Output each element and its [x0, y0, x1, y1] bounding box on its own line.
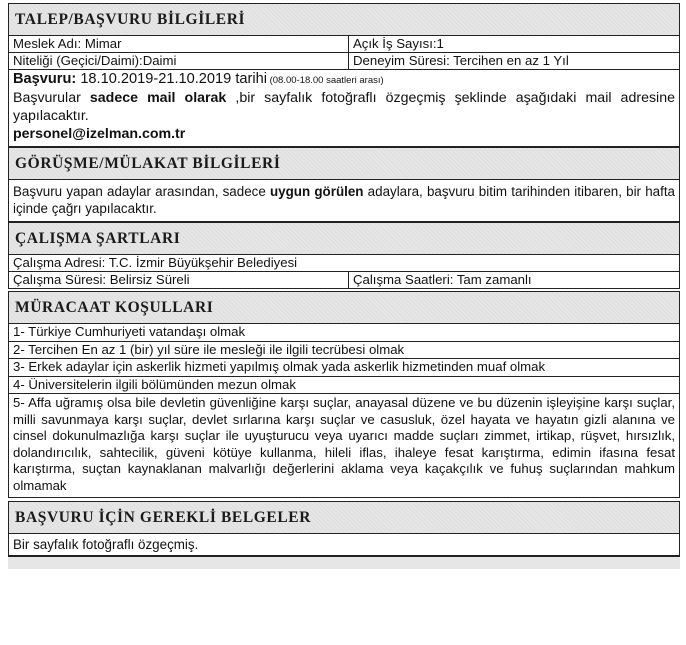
deneyim-field: Deneyim Süresi: Tercihen en az 1 Yıl: [348, 53, 679, 69]
email-address: personel@izelman.com.tr: [13, 126, 186, 142]
talep-row-2: [9, 53, 679, 70]
talep-box: [8, 35, 680, 147]
gorusme-text-1: Başvuru yapan adaylar arasından, sadece: [13, 184, 270, 199]
meslek-field: Meslek Adı: Mimar: [13, 36, 122, 51]
calisma-saat-field: Çalışma Saatleri: Tam zamanlı: [348, 272, 679, 288]
gorusme-text-2: adaylara, başvuru bitim tarihinden itibaren, bir hafta içinde çağrı yapılacaktır.: [13, 184, 675, 216]
calisma-box: [8, 254, 680, 289]
section-header-muracaat: MÜRACAAT KOŞULLARI: [8, 291, 680, 323]
basvuru-block: [9, 70, 679, 147]
basvuru-body-text-1: Başvurular: [13, 90, 90, 106]
basvuru-label: Başvuru:: [13, 71, 77, 87]
calisma-sure-field: Çalışma Süresi: Belirsiz Süreli: [13, 272, 190, 287]
section-header-gorusme: GÖRÜŞME/MÜLAKAT BİLGİLERİ: [8, 147, 680, 179]
muracaat-box: [8, 323, 680, 498]
basvuru-body-text-2: ,bir sayfalık fotoğraflı özgeçmiş şeklinde aşağıdaki mail adresine yapılacaktır.: [13, 90, 675, 124]
basvuru-line: [13, 71, 675, 89]
belgeler-text: Bir sayfalık fotoğraflı özgeçmiş.: [9, 534, 679, 556]
gorusme-text-bold: uygun görülen: [270, 184, 364, 199]
basvuru-body-bold: sadece mail olarak: [89, 90, 227, 106]
talep-row-1: [9, 36, 679, 53]
acik-is-field: Açık İş Sayısı:1: [348, 36, 679, 52]
job-posting-form: [8, 3, 680, 569]
basvuru-dates: 18.10.2019-21.10.2019 tarihi: [76, 71, 267, 87]
section-header-calisma: ÇALIŞMA ŞARTLARI: [8, 222, 680, 254]
calisma-row-1: [9, 255, 679, 272]
calisma-row-2: [9, 272, 679, 289]
list-item: 4- Üniversitelerin ilgili bölümünden mezun olmak: [9, 377, 679, 395]
gorusme-text: [9, 180, 679, 222]
gorusme-box: [8, 179, 680, 222]
belgeler-box: [8, 533, 680, 556]
calisma-adres-field: Çalışma Adresi: T.C. İzmir Büyükşehir Belediyesi: [13, 255, 298, 270]
basvuru-hours: (08.00-18.00 saatleri arası): [266, 75, 384, 86]
nitelik-field: Niteliği (Geçici/Daimi):Daimi: [13, 53, 177, 68]
section-header-talep: TALEP/BAŞVURU BİLGİLERİ: [8, 3, 680, 35]
list-item-long: 5- Affa uğramış olsa bile devletin güvenliğine karşı suçlar, anayasal düzene ve bu düzenin işleyişine karşı suçlar, milli savunmaya karşı suçlar, devlet sırlarına karşı suçlar ve casusluk, özel hayata ve hayatın gizli alanına ve cinsel dokunulmazlığa karşı suçlar ile uyuşturucu veya uyarıcı madde suçları zimmet, irtikap, rüşvet, hırsızlık, dolandırıcılık, sahtecilik, güveni kötüye kullanma, hileli iflas, ihaleye fesat karıştırma, edimin ifasına fesat karıştırma, suçtan kaynaklanan malvarlığı değerlerini aklama veya kaçakçılık ve fuhuş suçlarından mahkum olmamak: [9, 394, 679, 498]
cutoff-next-section: [8, 556, 680, 569]
basvuru-body: [13, 89, 675, 125]
section-header-belgeler: BAŞVURU İÇİN GEREKLİ BELGELER: [8, 501, 680, 533]
list-item: 1- Türkiye Cumhuriyeti vatandaşı olmak: [9, 324, 679, 342]
list-item: 2- Tercihen En az 1 (bir) yıl süre ile mesleği ile ilgili tecrübesi olmak: [9, 342, 679, 360]
list-item: 3- Erkek adaylar için askerlik hizmeti yapılmış olmak yada askerlik hizmetinden muaf olmak: [9, 359, 679, 377]
